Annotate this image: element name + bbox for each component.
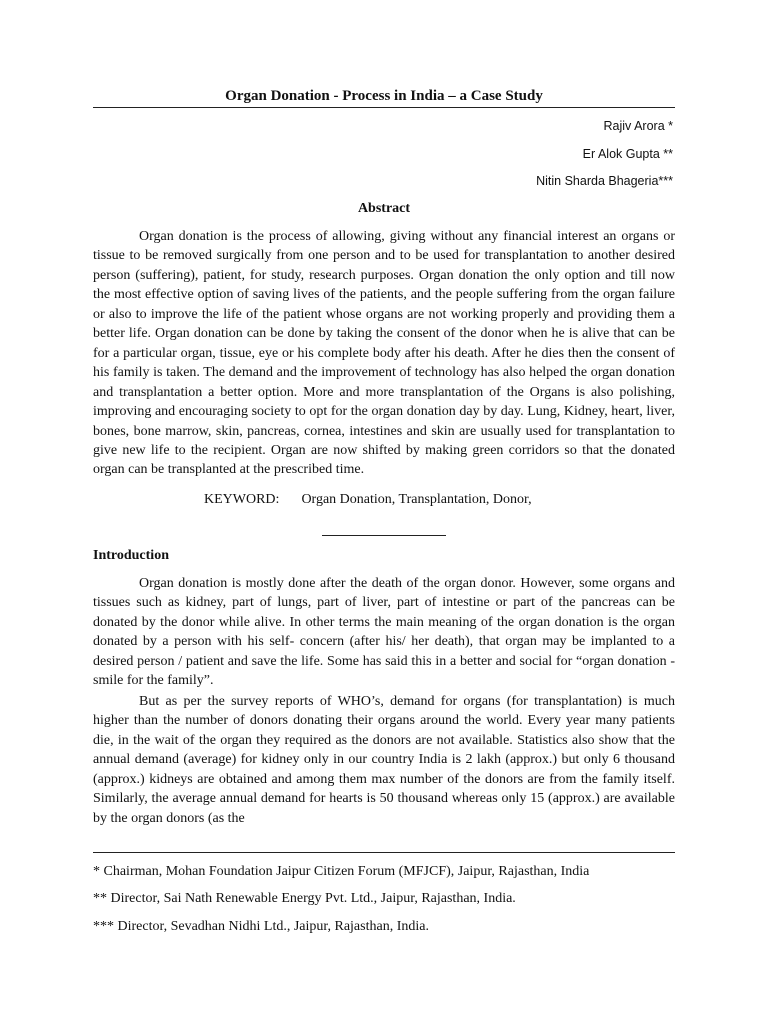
author-3: Nitin Sharda Bhageria*** [536, 174, 673, 188]
author-1: Rajiv Arora * [603, 119, 673, 133]
introduction-heading: Introduction [93, 548, 169, 563]
introduction-paragraph-2: But as per the survey reports of WHO’s, demand for organs (for transplantation) is much higher than the number of donors donating their organs around the world. Every year many patients die, in the wait of the organ they required as the donors are not available. Statistics also show that the annual demand (average) for kidney only in our country India is 2 lakh (approx.) but only 6 thousand (approx.) kidneys are obtained and among them max number of the donors are from the family itself. Similarly, the average annual demand for hearts is 50 thousand whereas only 15 (approx.) are available by the organ donors (as the [93, 694, 675, 826]
footnote-2: ** Director, Sai Nath Renewable Energy Pvt. Ltd., Jaipur, Rajasthan, India. [93, 891, 516, 906]
abstract-text: Organ donation is the process of allowing, giving without any financial interest an organs or tissue to be removed surgically from one person and to be used for transplantation to another desired person (suffering), patient, for study, research purposes. Organ donation the only option and till now the most effective option of saving lives of the patients, and the people suffering from the organ failure or also to improve the life of the patient whose organs are not working properly and providing them a better life. Organ donation can be done by taking the consent of the donor when he is alive that can be for a particular organ, tissue, eye or his complete body after his death. After he dies then the consent of his family is taken. The demand and the improvement of technology has also helped the organ donation and transplantation a better option. More and more transplantation of the Organs is also polishing, improving and encouraging society to opt for the organ donation day by day. Lung, Kidney, heart, liver, bones, bone marrow, skin, pancreas, cornea, intestines and skin are usually used for transplantation to give new life to the recipient. Organ are now shifted by making green corridors so that the donated organ can be transplanted at the prescribed time. [93, 229, 675, 478]
footnote-1: * Chairman, Mohan Foundation Jaipur Citizen Forum (MFJCF), Jaipur, Rajasthan, India [93, 864, 590, 879]
document-title: Organ Donation - Process in India – a Case Study [225, 88, 543, 104]
section-divider [322, 535, 446, 536]
keyword-label: KEYWORD: [204, 492, 280, 507]
abstract-heading: Abstract [357, 201, 411, 216]
footnote-divider [93, 852, 675, 853]
title-divider [93, 107, 675, 108]
footnote-3: *** Director, Sevadhan Nidhi Ltd., Jaipur, Rajasthan, India. [93, 919, 429, 934]
introduction-paragraph-1: Organ donation is mostly done after the death of the organ donor. However, some organs and tissues such as kidney, part of lungs, part of liver, part of intestine or part of the pancreas can be donated by the donor while alive. In other terms the main meaning of the organ donation is the organ donated by a person with his self- concern (after his/ her death), that organ may be implanted to a desired person / patient and save the life. Some has said this in a better and social for “organ donation - smile for the family”. [93, 576, 675, 689]
keyword-values: Organ Donation, Transplantation, Donor, [301, 492, 532, 507]
author-2: Er Alok Gupta ** [582, 147, 673, 161]
keyword-line [204, 492, 554, 508]
